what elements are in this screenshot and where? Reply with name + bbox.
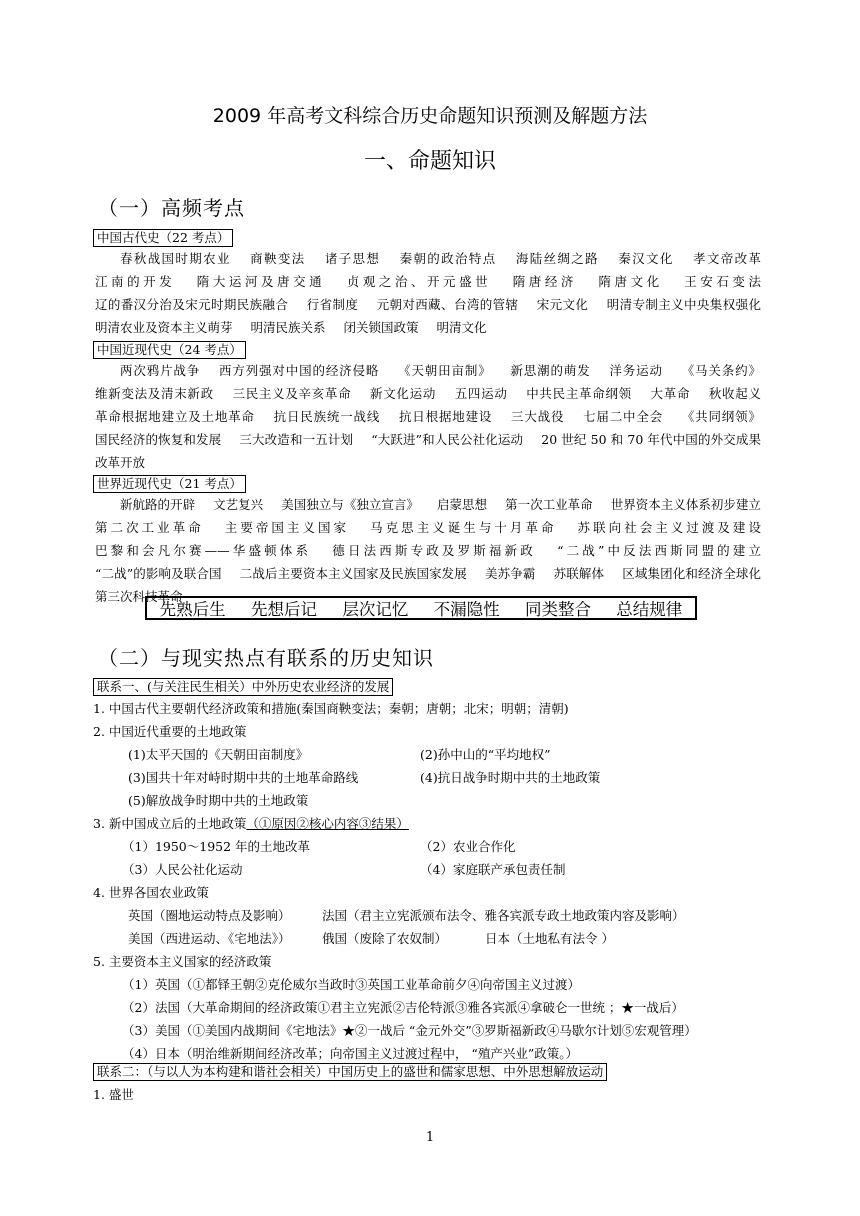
topic-item: 洋务运动 (609, 363, 663, 378)
item-3-1: （1）1950～1952 年的土地改革 (122, 839, 311, 854)
topic-item: 抗日根据地建设 (398, 409, 493, 424)
topic-item: 元朝对西藏、台湾的管辖 (376, 297, 519, 312)
topic-item: 王安石变法 (684, 274, 761, 289)
topic-item: 德日法西斯专政及罗斯福新政 (332, 543, 536, 558)
topic-item: “大跃进”和人民公社化运动 (371, 432, 524, 447)
document-title: 2009 年高考文科综合历史命题知识预测及解题方法 (212, 105, 648, 127)
topic-item: 区域集团化和经济全球化 (622, 566, 761, 581)
motto-item: 总结规律 (616, 600, 683, 619)
topic-item: 新思潮的萌发 (510, 363, 591, 378)
topic-item: 文艺复兴 (213, 497, 264, 512)
section-heading: 一、命题知识 (363, 149, 496, 174)
item-3 (93, 816, 409, 832)
topic-list-modern (95, 359, 775, 474)
topic-item: 启蒙思想 (436, 497, 488, 512)
motto-item: 不漏隐性 (433, 600, 500, 619)
item-4-uk: 英国（圈地运动特点及影响） (128, 908, 291, 923)
topic-list-world (95, 493, 775, 608)
item-5-1: （1）英国（①都铎王朝②克伦威尔当政时③英国工业革命前夕④向帝国主义过渡） (122, 977, 580, 992)
topic-item: 秋收起义 (708, 386, 761, 401)
item-4-fr: 法国（君主立宪派颁布法令、雅各宾派专政土地政策内容及影响） (322, 908, 685, 923)
category-label-ancient: 中国古代史（22 考点） (93, 229, 233, 247)
motto-item: 先熟后生 (159, 600, 226, 619)
motto-item: 同类整合 (524, 600, 591, 619)
topic-item: 宋元文化 (536, 297, 589, 312)
topic-item: 隋唐文化 (598, 274, 663, 289)
topic-item: 春秋战国时期农业 (120, 251, 231, 266)
item-5-3: （3）美国（①美国内战期间《宅地法》★②一战后 “金元外交”③罗斯福新政④马歇尔计划⑤宏观管理） (122, 1023, 697, 1038)
topic-item: 第二次工业革命 (95, 520, 204, 535)
topic-item: 新航路的开辟 (120, 497, 196, 512)
topic-item: 改革开放 (95, 455, 146, 470)
topic-item: 《马关条约》 (681, 363, 761, 378)
topic-item: 世界资本主义体系初步建立 (610, 497, 761, 512)
item-3-3: （3）人民公社化运动 (122, 862, 243, 877)
page-number: 1 (425, 1130, 435, 1145)
topic-item: 大革命 (650, 386, 691, 401)
topic-item: 抗日民族统一战线 (273, 409, 381, 424)
item-3-2: （2）农业合作化 (420, 839, 516, 854)
topic-item: 辽的番汉分治及宋元时期民族融合 (95, 297, 289, 312)
topic-item: 西方列强对中国的经济侵略 (218, 363, 380, 378)
topic-item: 秦汉文化 (618, 251, 674, 266)
topic-item: 诸子思想 (324, 251, 381, 266)
topic-item: 海陆丝绸之路 (515, 251, 599, 266)
topic-item: 《共同纲领》 (681, 409, 761, 424)
topic-item: 五四运动 (454, 386, 508, 401)
topic-item: 明清专制主义中央集权强化 (606, 297, 761, 312)
item-1: 1. 中国古代主要朝代经济政策和措施(秦国商鞅变法；秦朝；唐朝；北宋；明朝；清朝) (93, 701, 569, 716)
topic-item: 苏联解体 (553, 566, 605, 581)
link-label-1: 联系一、(与关注民生相关）中外历史农业经济的发展 (93, 678, 393, 696)
topic-item: 孝文帝改革 (693, 251, 761, 266)
topic-item: 第一次工业革命 (505, 497, 593, 512)
item-2-5: (5)解放战争时期中共的土地政策 (128, 793, 309, 808)
study-motto-box (145, 596, 697, 620)
category-label-world: 世界近现代史（21 考点） (93, 475, 246, 493)
topic-item: 江南的开发 (95, 274, 176, 289)
topic-item: 维新变法及清末新政 (95, 386, 214, 401)
item-4: 4. 世界各国农业政策 (93, 885, 209, 900)
topic-item: 革命根据地建立及土地革命 (95, 409, 255, 424)
topic-item: 秦朝的政治特点 (399, 251, 497, 266)
topic-item: 行省制度 (306, 297, 359, 312)
topic-item: 三民主义及辛亥革命 (232, 386, 352, 401)
topic-item: 明清农业及资本主义萌芽 (95, 320, 233, 335)
topic-item: 贞观之治、开元盛世 (346, 274, 492, 289)
motto-item: 先想后记 (250, 600, 317, 619)
topic-item: 中共民主革命纲领 (526, 386, 632, 401)
item-3-4: （4）家庭联产承包责任制 (420, 862, 566, 877)
topic-item: “二战”的影响及联合国 (95, 566, 222, 581)
topic-item: 明清文化 (436, 320, 487, 335)
topic-item: 二战后主要资本主义国家及民族国家发展 (239, 566, 467, 581)
item-5-4: （4）日本（明治维新期间经济改革；向帝国主义过渡过程中， “殖产兴业”政策。） (122, 1046, 578, 1061)
item-3-text: 3. 新中国成立后的土地政策 (93, 816, 247, 831)
topic-item: 美国独立与《独立宣言》 (281, 497, 419, 512)
subsection-heading-2: （二）与现实热点有联系的历史知识 (98, 646, 434, 670)
topic-list-ancient (95, 247, 775, 339)
topic-item: 隋唐经济 (512, 274, 577, 289)
topic-item: 美苏争霸 (485, 566, 536, 581)
topic-item: 两次鸦片战争 (120, 363, 201, 378)
topic-item: 第三次科技革命 (95, 589, 183, 604)
motto-item: 层次记忆 (342, 600, 409, 619)
item-2-4: (4)抗日战争时期中共的土地政策 (420, 770, 601, 785)
item-2-1: (1)太平天国的《天朝田亩制度》 (128, 747, 309, 762)
item-4-ru: 俄国（废除了农奴制） (322, 931, 448, 946)
item-5-2: （2）法国（大革命期间的经济政策①君主立宪派②吉伦特派③雅各宾派④拿破仑一世统 ；★一战后） (122, 1000, 684, 1015)
item-3-note: （①原因②核心内容③结果） (246, 816, 409, 831)
item-2: 2. 中国近代重要的土地政策 (93, 724, 247, 739)
link2-item-1: 1. 盛世 (93, 1087, 134, 1102)
topic-item: 主要帝国主义国家 (224, 520, 350, 535)
topic-item: 商鞅变法 (250, 251, 306, 266)
topic-item: 国民经济的恢复和发展 (95, 432, 222, 447)
category-label-modern: 中国近现代史（24 考点） (93, 341, 246, 359)
item-4-us: 美国（西进运动、《宅地法》） (128, 931, 291, 946)
link-label-2: 联系二：（与以人为本构建和谐社会相关）中国历史上的盛世和儒家思想、中外思想解放运动 (93, 1063, 607, 1081)
item-4-jp: 日本（土地私有法令 ） (485, 931, 614, 946)
topic-item: 隋大运河及唐交通 (196, 274, 326, 289)
topic-item: 三大战役 (511, 409, 565, 424)
subsection-heading-1: （一）高频考点 (98, 196, 245, 220)
item-2-3: (3)国共十年对峙时期中共的土地革命路线 (128, 770, 359, 785)
topic-item: 马克思主义诞生与十月革命 (370, 520, 557, 535)
item-5: 5. 主要资本主义国家的经济政策 (93, 954, 272, 969)
topic-item: 巴黎和会凡尔赛——华盛顿体系 (95, 543, 312, 558)
topic-item: 20 世纪 50 和 70 年代中国的外交成果 (541, 432, 761, 447)
topic-item: 苏联向社会主义过渡及建设 (577, 520, 761, 535)
topic-item: 明清民族关系 (250, 320, 326, 335)
topic-item: 《天朝田亩制》 (398, 363, 492, 378)
topic-item: 闭关锁国政策 (343, 320, 419, 335)
item-2-2: (2)孙中山的“平均地权” (420, 747, 551, 762)
topic-item: 三大改造和一五计划 (239, 432, 354, 447)
topic-item: 七届二中全会 (583, 409, 664, 424)
topic-item: 新文化运动 (370, 386, 437, 401)
topic-item: “二战”中反法西斯同盟的建立 (557, 543, 761, 558)
